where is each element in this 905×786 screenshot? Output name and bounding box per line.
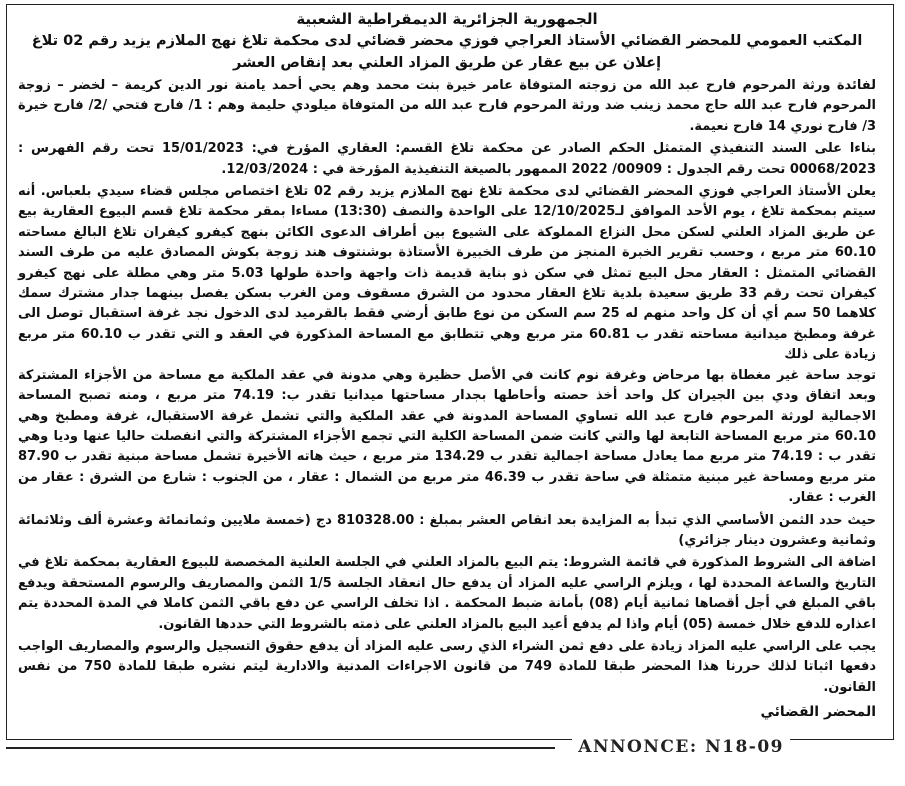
- paragraph-fees: يجب على الراسي عليه المزاد زيادة على دفع ثمن الشراء الذي رسى عليه المزاد أن يدفع حقوق التسجيل والرسوم والمصاريف الواجب دفعها اثباتا لذلك حررنا هذا المحضر طبقا للمادة 749 من قانون الاجراءات المدنية والادارية ليتم نشره طبقا للمادة 750 من نفس القانون.: [18, 638, 877, 695]
- footer: [0, 736, 905, 758]
- announcement-title: إعلان عن بيع عقار عن طريق المزاد العلني بعد إنقاص العشر: [232, 55, 662, 71]
- announcement-code: ANNONCE: N18-09: [572, 736, 790, 758]
- paragraph-beneficiaries: لفائدة ورثة المرحوم فارح عبد الله من زوجته المتوفاة عامر خيرة بنت محمد وهم يحي أحمد يامنة نور الدين كريمة – لخضر – زوجة المرحوم فارح عبد الله حاج محمد زينب ضد ورثة المرحوم فارح عبد الله من المتوفاة ميلودي حليمة وهم : 1/ فارح فتحي /2/ فارح خيرة 3/ فارح نوري 14 فارح نعيمة.: [18, 78, 876, 134]
- footer-divider: [6, 747, 555, 749]
- paragraph-base-price: حيث حدد الثمن الأساسي الذي تبدأ به المزايدة بعد انقاص العشر بمبلغ : 810328.00 دج (خمسة ملايين وثمانمائة وعشرة ألف وثلاثمائة وثمانية وعشرون دينار جزائري): [18, 512, 876, 548]
- paragraph-conditions: اضافة الى الشروط المذكورة في قائمة الشروط: يتم البيع بالمزاد العلني في الجلسة العلنية المخصصة للبيوع العقارية بمحكمة تلاغ في التاريخ والساعة المحددة لها ، ويلزم الراسي عليه المزاد أن يدفع حال انعقاد الجلسة 1/5 الثمن والمصاريف والرسوم المستحقة ويدفع باقي المبلغ في أجل أقصاها ثمانية أيام (08) بأمانة ضبط المحكمة . اذا تخلف الراسي عن دفع باقي الثمن كاملا في المدة المحددة يتم اعذاره للدفع خلال خمسة (05) أيام واذا لم يدفع أعيد البيع بالمزاد العلني على ذمته بالشروط التي حددها القانون.: [18, 555, 876, 632]
- paragraph-legal-basis: بناءا على السند التنفيذي المتمثل الحكم الصادر عن محكمة تلاغ القسم: العقاري المؤرخ في: 15/01/2023 تحت رقم الفهرس : 00068/2023 تحت رقم الجدول : 00909/ 2022 الممهور بالصيغة التنفيذية المؤرخة في : 12/03/2024.: [18, 141, 876, 177]
- paragraph-sale-details: يعلن الأستاذ العراجي فوزي المحضر القضائي لدى محكمة تلاغ نهج الملازم يزيد رقم 02 تلاغ اختصاص مجلس قضاء سيدي بلعباس. أنه سيتم بمحكمة تلاغ ، يوم الأحد الموافق لـ12/10/2025 على الواحدة والنصف (13:30) مساءا بمقر محكمة تلاغ قسم البيوع العقارية بيع عن طريق المزاد العلني لسكن محل النزاع المملوكة على الشيوع بين أطراف الدعوى الكائن بنهج كيفرو كيفران تلاغ البالغ مساحته 60.10 متر مربع ، وحسب تقرير الخبرة المنجز من طرف الخبيرة الأستاذة بوشنتوف هند زوجة بكوش المصادق عليه من طرف السند القضائي المتمثل : العقار محل البيع تمثل في سكن ذو بناية قديمة ذات واجهة واحدة طولها 5.03 متر وهي مطلة على نهج كيفرو كيفران تحت رقم 33 طريق سعيدة بلدية تلاغ العقار محدود من الشرق مسقوف ومن الغرب بسكن يفصل بينهما جدار مشترك سمك كلاهما 50 سم أي أن كل واحد منهم له 25 سم السكن من نوع طابق أرضي فقط بالقرميد لدى الدخول نجد غرفة استقبال توصل الى غرفة ومطبخ ميدانية مساحته تقدر ب 60.81 متر مربع وهي تتطابق مع المساحة المذكورة في العقد و التي تقدر ب 60.10 متر مربع زيادة على ذلك: [18, 184, 876, 363]
- signature-bailiff: المحضر القضائي: [760, 704, 876, 721]
- header-republic: الجمهورية الجزائرية الديمقراطية الشعبية: [296, 10, 598, 28]
- header-office: المكتب العمومي للمحضر القضائي الأستاذ العراجي فوزي محضر قضائي لدى محكمة تلاغ نهج الملازم يزيد رقم 02 تلاغ: [31, 33, 863, 49]
- paragraph-property-area: توجد ساحة غير مغطاة بها مرحاض وغرفة نوم كانت في الأصل حظيرة وهي مدونة في عقد الملكية مع مساحة من الأجزاء المشتركة وبعد اتفاق ودي بين الجيران كل واحد أخذ حصته وأحاطها بجدار مساحتها ميدانيا تقدر ب: 74.19 متر مربع ، ومنه تصبح المساحة الاجمالية لورثة المرحوم فارح عبد الله تساوي المساحة المدونة في عقد الملكية والتي تشمل غرفة الاستقبال، غرفة ومطبخ وهي 60.10 متر مربع المساحة التابعة لها والتي كانت ضمن المساحة الكلية التي تجمع الأجزاء المشتركة والتي انفصلت حاليا عنها وديا وهي تقدر ب : 74.19 متر مربع مما يعادل مساحة اجمالية تقدر ب 134.29 متر مربع ، حيث هاته الأخيرة تشمل مساحة مبنية تقدر ب 87.90 متر مربع ومساحة غير مبنية متمثلة في ساحة تقدر ب 46.39 متر مربع من الشمال : عقار ، من الجنوب : شارع من الشرق : عقار من الغرب : عقار.: [18, 367, 876, 506]
- announcement-body: [18, 8, 876, 724]
